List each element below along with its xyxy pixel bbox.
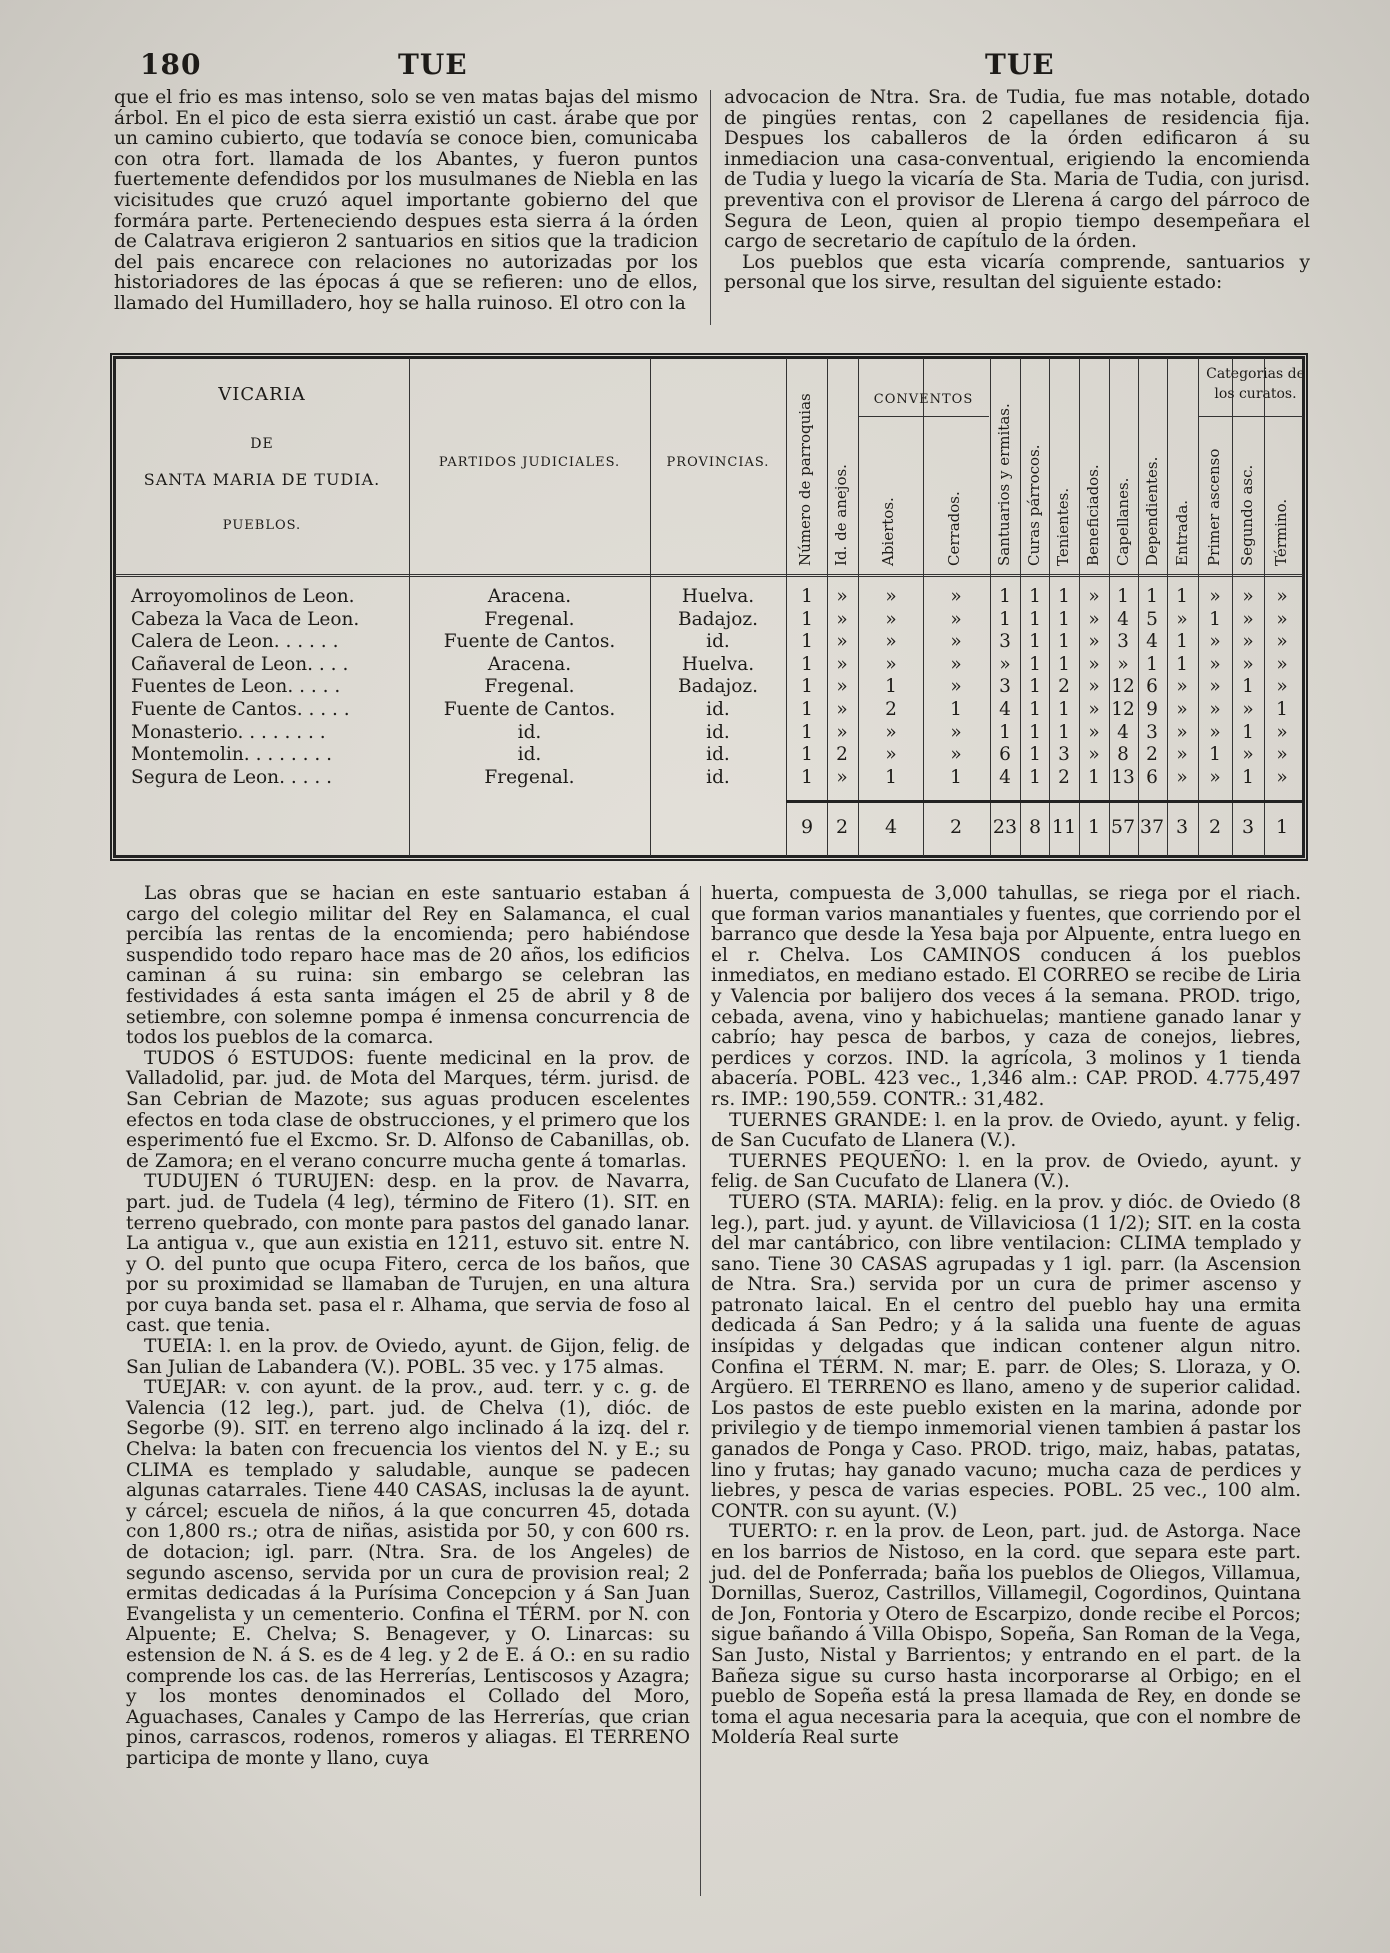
cell-provincia: Huelva. bbox=[681, 586, 755, 607]
table-row bbox=[115, 586, 1303, 608]
cell-value: 4 bbox=[1146, 631, 1158, 653]
cell-value: 1 bbox=[1029, 744, 1041, 766]
cell-pueblo: Fuente de Cantos. . . . . bbox=[131, 699, 350, 720]
cell-total: 9 bbox=[800, 816, 814, 838]
cell-value: » bbox=[885, 586, 897, 607]
cell-value: » bbox=[1209, 721, 1221, 743]
col-header-abiertos: Abiertos. bbox=[879, 497, 897, 566]
cell-value: 1 bbox=[999, 608, 1011, 630]
col-header-categorias: Categorias de bbox=[1206, 366, 1305, 382]
cell-value: 1 bbox=[1117, 586, 1129, 607]
cell-value: » bbox=[1209, 586, 1221, 607]
col-header-curas: Curas párrocos. bbox=[1025, 444, 1043, 566]
cell-total: 1 bbox=[1275, 816, 1289, 838]
cell-value: » bbox=[999, 653, 1011, 675]
col-header-termino: Término. bbox=[1272, 498, 1290, 566]
cell-value: 1 bbox=[1029, 631, 1041, 653]
cell-value: 1 bbox=[1176, 631, 1188, 653]
col-header-cerrados: Cerrados. bbox=[945, 491, 963, 566]
cell-value: 1 bbox=[1058, 631, 1070, 653]
cell-partido: Fregenal. bbox=[484, 608, 575, 630]
entry-tuero: TUERO (STA. MARIA): felig. en la prov. y dióc. de Oviedo (8 leg.), part. jud. y ayunt. de Villaviciosa (1 1/2); SIT. en la costa del mar cantábrico, con libre ventilacion: CLIMA templado y sano. Tiene 30 CASAS agrupadas y 1 igl. parr. (la Ascension de Ntra. Sra.) servida por un cura de primer ascenso y patronato laical. En el centro del pueblo hay una ermita dedicada á San Pedro; y á la salida una fuente de aguas insípidas y delgadas que indican contener algun nitro. Confina el TÉRM. N. mar; E. parr. de Oles; S. Lloraza, y O. Argüero. El TERRENO es llano, ameno y de superior calidad. Los pastos de este pueblo existen en la marina, adonde por privilegio y de tiempo inmemorial vienen tambien á pastar los ganados de Ponga y Caso. PROD. trigo, maiz, habas, patatas, lino y frutas; hay ganado vacuno; mucha caza de perdices y liebres, y pesca de varias especies. POBL. 25 vec., 100 alm. CONTR. con su ayunt. (V.) bbox=[711, 1191, 1301, 1522]
entry-tuernes-pequeno: TUERNES PEQUEÑO: l. en la prov. de Oviedo, ayunt. y felig. de San Cucufato de Llanera (V.). bbox=[711, 1150, 1301, 1193]
cell-value: » bbox=[1276, 766, 1288, 788]
cell-value: 1 bbox=[1058, 721, 1070, 743]
cell-value: » bbox=[1276, 631, 1288, 653]
cell-value: » bbox=[950, 721, 962, 743]
cell-value: 2 bbox=[1146, 744, 1158, 766]
cell-value: » bbox=[836, 586, 848, 607]
table-row bbox=[115, 699, 1303, 721]
cell-value: » bbox=[950, 676, 962, 698]
cell-provincia: id. bbox=[706, 766, 730, 788]
cell-total: 2 bbox=[949, 816, 963, 838]
cell-value: 1 bbox=[1029, 608, 1041, 630]
cell-pueblo: Calera de Leon. . . . . . bbox=[131, 631, 339, 653]
top-right-paragraph: advocacion de Ntra. Sra. de Tudia, fue mas notable, dotado de pingües rentas, con 2 capellanes de residencia fija. Despues los caballeros de la órden edificaron á su inmediacion una casa-conventual, erigiendo la encomienda de Tudia y luego la vicaría de Sta. Maria de Tudia, con jurisd. preventiva con el provisor de Llerena á cargo del párroco de Segura de Leon, quien al propio tiempo desempeñara el cargo de secretario de capítulo de la órden. bbox=[724, 87, 1310, 253]
entry-tuejar-continued: huerta, compuesta de 3,000 tahullas, se riega por el riach. que forman varios manantiales y fuentes, que corriendo por el barranco que desde la Yesa baja por Alpuente, entra luego en el r. Chelva. Los CAMINOS conducen á los pueblos inmediatos, en mediano estado. El CORREO se recibe de Liria y Valencia por balijero dos veces á la semana. PROD. trigo, cebada, avena, vino y habichuelas; mantiene ganado lanar y cabrío; hay pesca de barbos, y caza de conejos, liebres, perdices y corzos. IND. la agrícola, 3 molinos y 1 tienda abacería. POBL. 423 vec., 1,346 alm.: CAP. PROD. 4.775,497 rs. IMP.: 190,559. CONTR.: 31,482. bbox=[711, 883, 1301, 1110]
cell-partido: id. bbox=[517, 721, 542, 743]
cell-provincia: Badajoz. bbox=[678, 676, 758, 698]
cell-value: 1 bbox=[801, 744, 813, 766]
cell-value: 1 bbox=[1146, 586, 1158, 607]
cell-total: 1 bbox=[1087, 816, 1101, 838]
cell-value: » bbox=[1242, 744, 1254, 766]
col-header-segundo: Segundo asc. bbox=[1238, 464, 1256, 566]
col-header-tenientes: Tenientes. bbox=[1054, 487, 1072, 566]
cell-value: » bbox=[1117, 653, 1129, 675]
cell-total: 4 bbox=[884, 816, 898, 838]
cell-total: 23 bbox=[992, 816, 1018, 838]
cell-partido: Fuente de Cantos. bbox=[443, 699, 616, 720]
cell-value: » bbox=[1242, 653, 1254, 675]
table-title-pueblos: PUEBLOS. bbox=[222, 518, 302, 533]
bottom-right-column bbox=[711, 884, 1301, 1749]
top-left-paragraph: que el frio es mas intenso, solo se ven matas bajas del mismo árbol. En el pico de esta sierra existió un cast. árabe que por un camino cubierto, que todavía se conoce bien, comunicaba con otra fort. llamada de los Abantes, y fueron puntos fuertemente defendidos por los musulmanes de Niebla en las vicisitudes que cruzó aquel importante gobierno del que formára parte. Perteneciendo despues esta sierra á la órden de Calatrava erigieron 2 santuarios en sitios que la tradicion del pais encarece con relaciones no autorizadas por los historiadores de las épocas á que se refieren: uno de ellos, llamado del Humilladero, hoy se halla ruinoso. El otro con la bbox=[114, 87, 698, 314]
cell-pueblo: Arroyomolinos de Leon. bbox=[131, 586, 355, 607]
cell-value: 1 bbox=[1242, 766, 1254, 788]
cell-value: 1 bbox=[1058, 586, 1070, 607]
running-head-left: TUE bbox=[398, 48, 468, 81]
cell-value: 1 bbox=[999, 586, 1011, 607]
cell-partido: Fuente de Cantos. bbox=[443, 631, 616, 653]
cell-value: » bbox=[1176, 766, 1188, 788]
cell-pueblo: Segura de Leon. . . . . bbox=[131, 766, 333, 788]
cell-value: » bbox=[1276, 653, 1288, 675]
cell-value: 1 bbox=[801, 586, 813, 607]
cell-value: » bbox=[950, 653, 962, 675]
cell-value: » bbox=[1088, 721, 1100, 743]
cell-value: » bbox=[885, 631, 897, 653]
cell-value: » bbox=[885, 608, 897, 630]
cell-value: 6 bbox=[999, 744, 1011, 766]
col-header-beneficiados: Beneficiados. bbox=[1084, 464, 1102, 566]
cell-value: 3 bbox=[999, 631, 1011, 653]
cell-value: 2 bbox=[1058, 766, 1070, 788]
cell-value: » bbox=[1088, 744, 1100, 766]
cell-value: 1 bbox=[1029, 653, 1041, 675]
cell-value: 12 bbox=[1111, 676, 1135, 698]
cell-value: » bbox=[1276, 608, 1288, 630]
cell-value: 1 bbox=[801, 699, 813, 720]
col-header-anejos: Id. de anejos. bbox=[832, 464, 850, 566]
page-number: 180 bbox=[140, 48, 202, 81]
cell-value: 1 bbox=[801, 653, 813, 675]
cell-value: » bbox=[950, 744, 962, 766]
cell-value: 1 bbox=[999, 721, 1011, 743]
cell-value: » bbox=[836, 608, 848, 630]
cell-value: 8 bbox=[1117, 744, 1129, 766]
cell-value: » bbox=[836, 699, 848, 720]
cell-value: » bbox=[1209, 699, 1221, 720]
cell-value: 4 bbox=[999, 699, 1011, 720]
cell-value: » bbox=[1088, 699, 1100, 720]
cell-value: » bbox=[1209, 766, 1221, 788]
cell-provincia: id. bbox=[706, 631, 730, 653]
table-title-santa-maria: SANTA MARIA DE TUDIA. bbox=[143, 470, 381, 489]
cell-value: » bbox=[1242, 586, 1254, 607]
cell-value: » bbox=[1176, 676, 1188, 698]
col-header-provincias: PROVINCIAS. bbox=[666, 455, 770, 470]
cell-partido: id. bbox=[517, 744, 542, 766]
cell-value: 1 bbox=[885, 676, 897, 698]
cell-value: » bbox=[1209, 631, 1221, 653]
entry-tuejar: TUEJAR: v. con ayunt. de la prov., aud. terr. y c. g. de Valencia (12 leg.), part. jud. de Chelva (1), dióc. de Segorbe (9). SIT. en terreno algo inclinado á la izq. del r. Chelva: la baten con frecuencia los vientos del N. y E.; su CLIMA es templado y saludable, aunque se padecen algunas catarrales. Tiene 440 CASAS, inclusas la de ayunt. y cárcel; escuela de niños, á la que concurren 45, dotada con 1,800 rs.; otra de niñas, asistida por 50, y con 600 rs. de dotacion; igl. parr. (Ntra. Sra. de los Angeles) de segundo ascenso, servida por un cura de provision real; 2 ermitas dedicadas á la Purísima Concepcion y á San Juan Evangelista y un cementerio. Confina el TÉRM. por N. con Alpuente; E. Chelva; S. Benagever, y O. Linarcas: su estension de N. á S. es de 4 leg. y 2 de E. á O.: en su radio comprende los cas. de las Herrerías, Lentiscosos y Azagra; y los montes denominados el Collado del Moro, Aguachases, Canales y Campo de las Herrerías, que crian pinos, carrascos, rodenos, romeros y aliagas. El TERRENO participa de monte y llano, cuya bbox=[126, 1377, 690, 1769]
cell-value: » bbox=[836, 721, 848, 743]
column-divider-bottom bbox=[700, 886, 701, 1896]
cell-value: » bbox=[1209, 676, 1221, 698]
cell-value: 6 bbox=[1146, 676, 1158, 698]
table-totals-row bbox=[115, 816, 1303, 838]
entry-tudujen: TUDUJEN ó TURUJEN: desp. en la prov. de Navarra, part. jud. de Tudela (4 leg), término de Fitero (1). SIT. en terreno quebrado, con monte para pastos del ganado lanar. La antigua v., que aun existia en 1211, estuvo sit. entre N. y O. del punto que ocupa Fitero, cerca de los baños, que por su proximidad se llamaban de Turujen, en una altura por cuya banda set. pasa el r. Alhama, que servia de foso al cast. que tenia. bbox=[126, 1171, 690, 1337]
table-header-rule bbox=[115, 574, 1303, 575]
top-right-paragraph-2: Los pueblos que esta vicaría comprende, santuarios y personal que los sirve, resultan del siguiente estado: bbox=[724, 251, 1310, 294]
table-row bbox=[115, 722, 1303, 744]
cell-total: 3 bbox=[1241, 816, 1255, 838]
cell-value: » bbox=[1276, 676, 1288, 698]
cell-value: 2 bbox=[836, 744, 848, 766]
cell-value: 1 bbox=[1058, 653, 1070, 675]
cell-value: » bbox=[1088, 676, 1100, 698]
col-header-conventos: CONVENTOS bbox=[873, 392, 974, 407]
cell-value: » bbox=[1176, 721, 1188, 743]
cell-value: 1 bbox=[1058, 699, 1070, 720]
cell-value: » bbox=[1176, 699, 1188, 720]
cell-total: 37 bbox=[1139, 816, 1165, 838]
cell-value: 1 bbox=[801, 676, 813, 698]
table-row bbox=[115, 744, 1303, 766]
cell-value: » bbox=[1276, 744, 1288, 766]
cell-value: 1 bbox=[1029, 699, 1041, 720]
cell-value: 1 bbox=[1276, 699, 1288, 720]
cell-value: » bbox=[950, 631, 962, 653]
cell-value: » bbox=[950, 608, 962, 630]
cell-value: 4 bbox=[999, 766, 1011, 788]
cell-value: » bbox=[1242, 699, 1254, 720]
conventos-rule bbox=[858, 416, 989, 417]
entry-tueia: TUEIA: l. en la prov. de Oviedo, ayunt. de Gijon, felig. de San Julian de Labandera (V.). POBL. 35 vec. y 175 almas. bbox=[126, 1336, 690, 1378]
cell-total: 57 bbox=[1110, 816, 1136, 838]
col-header-primer: Primer ascenso bbox=[1205, 448, 1223, 566]
cell-value: 6 bbox=[1146, 766, 1158, 788]
table-title-de: DE bbox=[250, 436, 274, 452]
table-row bbox=[115, 631, 1303, 653]
cell-value: 1 bbox=[1209, 608, 1221, 630]
cell-value: » bbox=[1088, 653, 1100, 675]
cell-value: 4 bbox=[1117, 608, 1129, 630]
cell-value: 2 bbox=[1058, 676, 1070, 698]
cell-total: 2 bbox=[1208, 816, 1222, 838]
cell-value: 3 bbox=[1117, 631, 1129, 653]
running-head-right: TUE bbox=[985, 48, 1055, 81]
cell-value: 1 bbox=[950, 699, 962, 720]
cell-partido: Fregenal. bbox=[484, 766, 575, 788]
cell-value: » bbox=[950, 586, 962, 607]
cell-value: » bbox=[1176, 744, 1188, 766]
table-row bbox=[115, 676, 1303, 698]
table-title-vicaria: VICARIA bbox=[218, 384, 306, 405]
cell-value: » bbox=[1176, 608, 1188, 630]
cell-partido: Aracena. bbox=[487, 653, 572, 675]
cell-value: 1 bbox=[801, 608, 813, 630]
cell-partido: Fregenal. bbox=[484, 676, 575, 698]
cell-total: 3 bbox=[1175, 816, 1189, 838]
cell-value: 1 bbox=[950, 766, 962, 788]
cell-value: 1 bbox=[1029, 721, 1041, 743]
col-header-categorias-2: los curatos. bbox=[1214, 386, 1297, 402]
table-row bbox=[115, 767, 1303, 789]
cell-value: 9 bbox=[1146, 699, 1158, 720]
cell-value: 1 bbox=[801, 631, 813, 653]
cell-value: » bbox=[885, 721, 897, 743]
col-header-partidos: PARTIDOS JUDICIALES. bbox=[438, 455, 621, 470]
col-header-parroquias: Número de parroquias bbox=[796, 393, 814, 566]
article-santuario: Las obras que se hacian en este santuario estaban á cargo del colegio militar del Rey en Salamanca, el cual percibía las rentas de la encomienda; pero habiéndose suspendido todo reparo hace mas de 20 años, los edificios caminan á su ruina: sin embargo se celebran las festividades á esta santa imágen el 25 de abril y 8 de setiembre, con solemne pompa é inmensa concurrencia de todos los pueblos de la comarca. bbox=[126, 883, 690, 1049]
cell-value: 1 bbox=[1242, 721, 1254, 743]
vicaria-table bbox=[110, 353, 1308, 861]
cell-provincia: id. bbox=[706, 721, 730, 743]
cell-value: » bbox=[1276, 586, 1288, 607]
bottom-left-column bbox=[126, 884, 690, 1770]
cell-value: 3 bbox=[1146, 721, 1158, 743]
cell-value: 1 bbox=[801, 766, 813, 788]
cell-value: » bbox=[1276, 721, 1288, 743]
cell-value: 1 bbox=[1088, 766, 1100, 788]
cell-value: » bbox=[1242, 631, 1254, 653]
cell-value: 1 bbox=[1029, 586, 1041, 607]
cell-value: 3 bbox=[999, 676, 1011, 698]
cell-partido: Aracena. bbox=[487, 586, 572, 607]
cell-value: » bbox=[1088, 631, 1100, 653]
cell-value: 1 bbox=[885, 766, 897, 788]
table-row bbox=[115, 654, 1303, 676]
table-total-rule bbox=[786, 800, 1303, 803]
table-row bbox=[115, 609, 1303, 631]
cell-value: » bbox=[836, 766, 848, 788]
cell-value: 5 bbox=[1146, 608, 1158, 630]
cell-pueblo: Fuentes de Leon. . . . . bbox=[131, 676, 341, 698]
cell-value: 1 bbox=[1176, 653, 1188, 675]
cell-value: 1 bbox=[1029, 676, 1041, 698]
cell-value: » bbox=[885, 744, 897, 766]
cell-value: 4 bbox=[1117, 721, 1129, 743]
categorias-rule bbox=[1198, 416, 1303, 417]
cell-value: » bbox=[1209, 653, 1221, 675]
cell-value: » bbox=[836, 676, 848, 698]
cell-value: 1 bbox=[1242, 676, 1254, 698]
cell-value: 1 bbox=[1058, 608, 1070, 630]
cell-provincia: Badajoz. bbox=[678, 608, 758, 630]
table-header-rule bbox=[115, 576, 1303, 577]
cell-pueblo: Cañaveral de Leon. . . . bbox=[131, 653, 349, 675]
cell-total: 8 bbox=[1028, 816, 1042, 838]
cell-value: 1 bbox=[1029, 766, 1041, 788]
top-right-column bbox=[724, 88, 1310, 294]
col-header-santuarios: Santuarios y ermitas. bbox=[995, 403, 1013, 566]
cell-provincia: id. bbox=[706, 744, 730, 766]
col-header-dependientes: Dependientes. bbox=[1143, 456, 1161, 566]
cell-value: 3 bbox=[1058, 744, 1070, 766]
cell-value: 13 bbox=[1111, 766, 1135, 788]
col-header-capellanes: Capellanes. bbox=[1114, 477, 1132, 566]
cell-value: » bbox=[1242, 608, 1254, 630]
cell-provincia: Huelva. bbox=[681, 653, 755, 675]
column-divider-top bbox=[710, 90, 711, 325]
cell-total: 11 bbox=[1051, 816, 1077, 838]
entry-tuerto: TUERTO: r. en la prov. de Leon, part. jud. de Astorga. Nace en los barrios de Nistoso, en la cord. que separa este part. jud. del de Ponferrada; baña los pueblos de Oliegos, Villamua, Dornillas, Sueroz, Castrillos, Villamegil, Cogordinos, Quintana de Jon, Fontoria y Otero de Escarpizo, donde recibe el Porcos; sigue bañando á Villa Obispo, Sopeña, San Roman de la Vega, San Justo, Nistal y Barrientos; y entrando en el part. de la Bañeza sigue su curso hasta incorporarse al Orbigo; en el pueblo de Sopeña está la presa llamada de Rey, en donde se toma el agua necesaria para la acequia, que con el nombre de Moldería Real surte bbox=[711, 1521, 1301, 1749]
cell-value: » bbox=[836, 631, 848, 653]
top-left-column bbox=[114, 88, 698, 315]
cell-pueblo: Cabeza la Vaca de Leon. bbox=[131, 608, 360, 630]
cell-value: 12 bbox=[1111, 699, 1135, 720]
entry-tudos: TUDOS ó ESTUDOS: fuente medicinal en la prov. de Valladolid, par. jud. de Mota del Marques, térm. jurisd. de San Cebrian de Mazote; sus aguas producen escelentes efectos en toda clase de obstrucciones, y el primero que los esperimentó fue el Excmo. Sr. D. Alfonso de Cabanillas, ob. de Zamora; en el verano concurre mucha gente á tomarlas. bbox=[126, 1047, 690, 1172]
cell-pueblo: Montemolin. . . . . . . . bbox=[131, 744, 333, 766]
cell-value: 2 bbox=[885, 699, 897, 720]
cell-pueblo: Monasterio. . . . . . . . bbox=[131, 721, 326, 743]
cell-value: 1 bbox=[1146, 653, 1158, 675]
col-header-entrada: Entrada. bbox=[1173, 499, 1191, 566]
cell-value: 1 bbox=[801, 721, 813, 743]
cell-value: 1 bbox=[1209, 744, 1221, 766]
cell-value: » bbox=[1088, 586, 1100, 607]
cell-value: » bbox=[885, 653, 897, 675]
cell-provincia: id. bbox=[706, 699, 730, 720]
cell-value: » bbox=[1088, 608, 1100, 630]
cell-value: » bbox=[836, 653, 848, 675]
cell-total: 2 bbox=[835, 816, 849, 838]
entry-tuernes-grande: TUERNES GRANDE: l. en la prov. de Oviedo, ayunt. y felig. de San Cucufato de Llanera (V.). bbox=[711, 1109, 1301, 1152]
cell-value: 1 bbox=[1176, 586, 1188, 607]
